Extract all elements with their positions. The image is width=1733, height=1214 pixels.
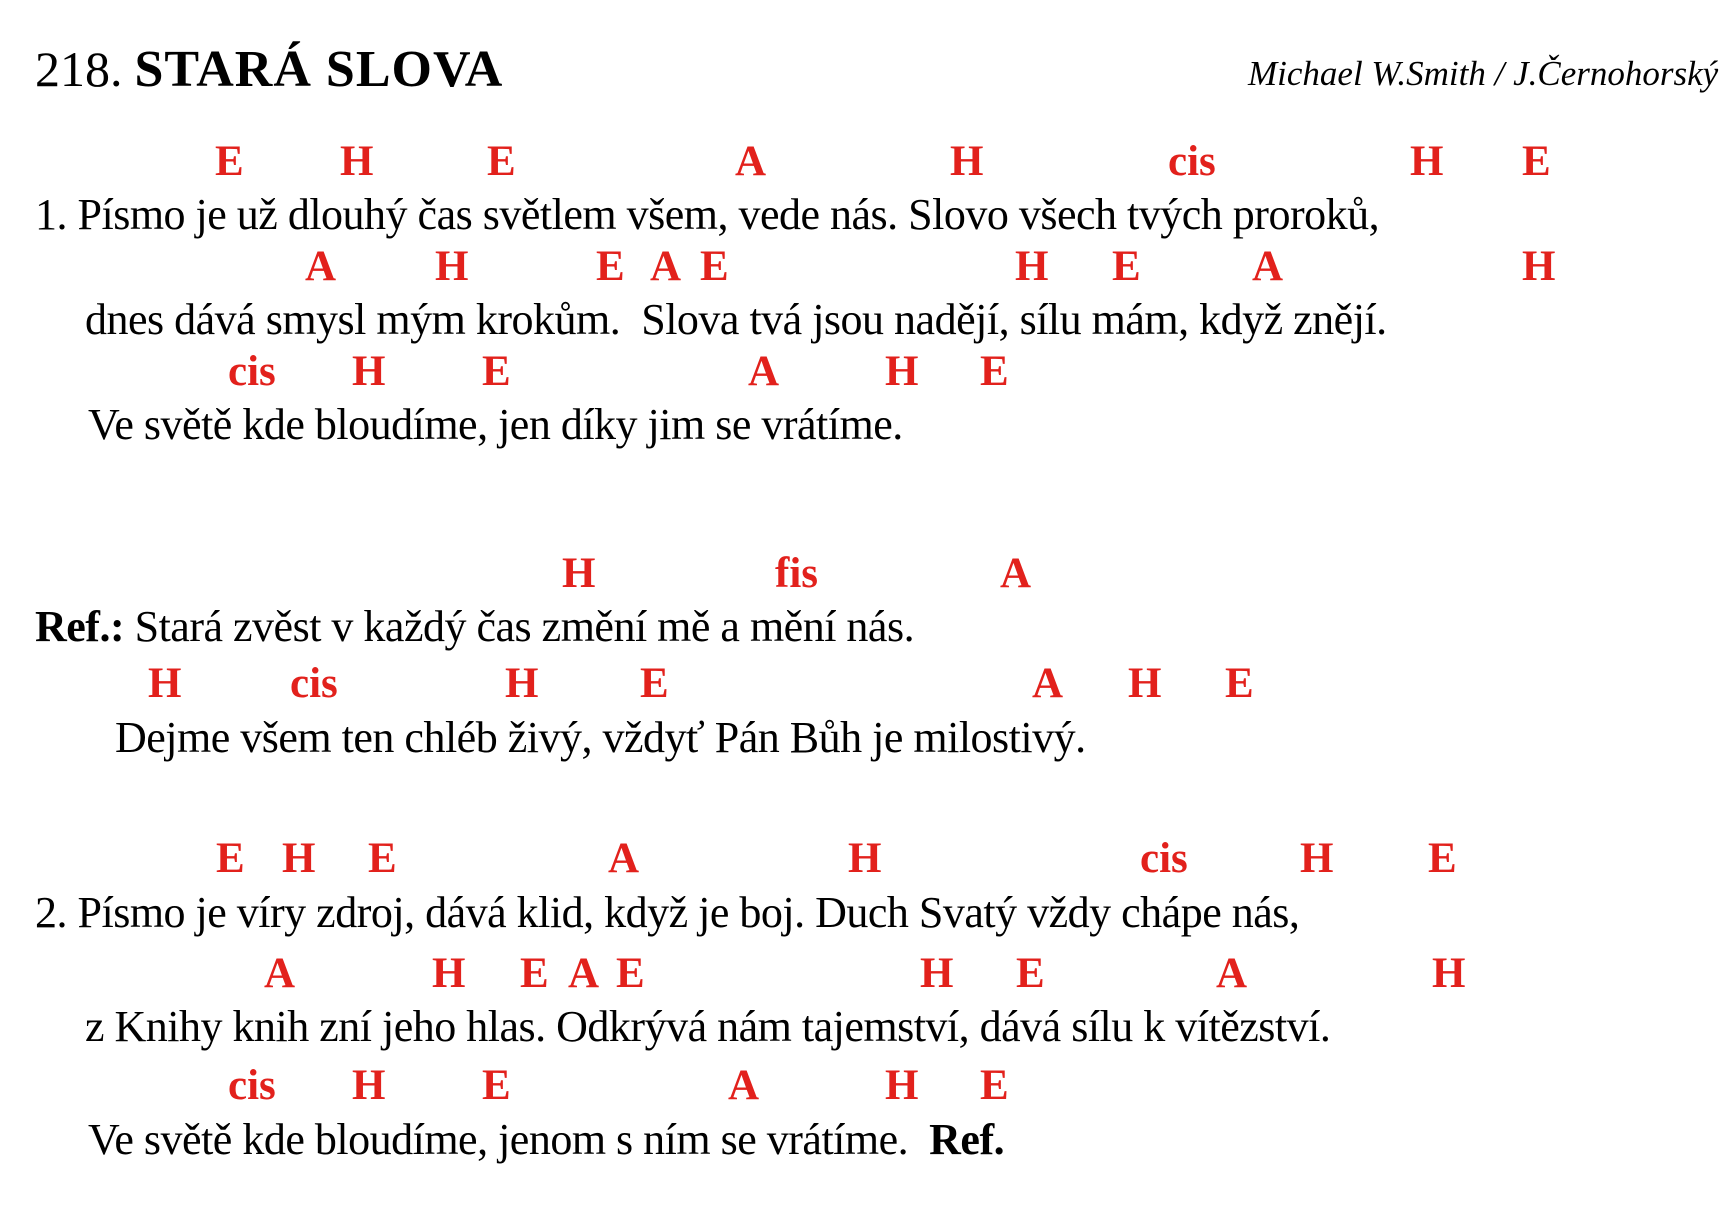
chord-symbol: A bbox=[735, 138, 767, 185]
song-title: STARÁ SLOVA bbox=[134, 41, 504, 98]
chord-symbol: H bbox=[282, 835, 316, 882]
lyric-line bbox=[88, 1115, 1004, 1166]
chord-symbol: E bbox=[1428, 835, 1457, 882]
chord-symbol: H bbox=[505, 660, 539, 707]
chord-symbol: H bbox=[1410, 138, 1444, 185]
lyric-text: Dejme všem ten chléb živý, vždyť Pán Bůh je milostivý. bbox=[115, 713, 1086, 762]
chord-symbol: A bbox=[748, 348, 780, 395]
chord-symbol: H bbox=[148, 660, 182, 707]
chord-symbol: H bbox=[1128, 660, 1162, 707]
lyric-label: Ref. bbox=[929, 1115, 1005, 1164]
chord-symbol: H bbox=[950, 138, 984, 185]
chord-symbol: E bbox=[1016, 950, 1045, 997]
chord-line bbox=[0, 348, 1733, 400]
lyric-line bbox=[115, 713, 1086, 764]
chord-symbol: H bbox=[562, 550, 596, 597]
chord-symbol: E bbox=[700, 243, 729, 290]
chord-line bbox=[0, 1062, 1733, 1114]
chord-symbol: A bbox=[608, 835, 640, 882]
chord-symbol: H bbox=[432, 950, 466, 997]
lyric-line bbox=[85, 295, 1387, 346]
chord-symbol: H bbox=[352, 348, 386, 395]
chord-symbol: E bbox=[640, 660, 669, 707]
chord-symbol: E bbox=[596, 243, 625, 290]
chord-line bbox=[0, 950, 1733, 1002]
lyric-text: Stará zvěst v každý čas změní mě a mění nás. bbox=[134, 602, 915, 651]
lyric-label: Ref.: bbox=[35, 602, 135, 651]
chord-symbol: cis bbox=[228, 348, 276, 395]
chord-symbol: E bbox=[520, 950, 549, 997]
lyric-line bbox=[35, 888, 1299, 939]
chord-line bbox=[0, 660, 1733, 712]
chord-symbol: E bbox=[482, 1062, 511, 1109]
song-number: 218. bbox=[35, 41, 123, 97]
chord-symbol: H bbox=[1015, 243, 1049, 290]
chord-symbol: A bbox=[568, 950, 600, 997]
lyric-line bbox=[35, 602, 914, 653]
lyric-text: 2. Písmo je víry zdroj, dává klid, když je boj. Duch Svatý vždy chápe nás, bbox=[35, 888, 1300, 937]
chord-line bbox=[0, 138, 1733, 190]
chord-line bbox=[0, 550, 1733, 602]
lyric-line bbox=[88, 400, 903, 451]
chord-symbol: H bbox=[352, 1062, 386, 1109]
chord-symbol: H bbox=[1432, 950, 1466, 997]
chord-symbol: E bbox=[1112, 243, 1141, 290]
chord-symbol: H bbox=[885, 348, 919, 395]
chord-symbol: H bbox=[885, 1062, 919, 1109]
chord-symbol: A bbox=[264, 950, 296, 997]
lyric-line bbox=[35, 190, 1379, 241]
chord-symbol: fis bbox=[775, 550, 818, 597]
chord-symbol: E bbox=[482, 348, 511, 395]
lyric-text: dnes dává smysl mým krokům. Slova tvá jsou nadějí, sílu mám, když znějí. bbox=[85, 295, 1387, 344]
chord-symbol: E bbox=[487, 138, 516, 185]
lyric-text: Ve světě kde bloudíme, jen díky jim se vrátíme. bbox=[88, 400, 903, 449]
chord-line bbox=[0, 243, 1733, 295]
chord-symbol: cis bbox=[290, 660, 338, 707]
lyric-text: z Knihy knih zní jeho hlas. Odkrývá nám tajemství, dává sílu k vítězství. bbox=[85, 1002, 1331, 1051]
chord-symbol: A bbox=[728, 1062, 760, 1109]
chord-symbol: cis bbox=[228, 1062, 276, 1109]
chord-symbol: E bbox=[216, 835, 245, 882]
lyric-text: Ve světě kde bloudíme, jenom s ním se vrátíme. bbox=[88, 1115, 930, 1164]
chord-symbol: A bbox=[305, 243, 337, 290]
chord-symbol: H bbox=[435, 243, 469, 290]
chord-symbol: A bbox=[1252, 243, 1284, 290]
page-header bbox=[35, 40, 503, 99]
chord-symbol: H bbox=[340, 138, 374, 185]
chord-symbol: H bbox=[1522, 243, 1556, 290]
chord-symbol: A bbox=[1032, 660, 1064, 707]
chord-symbol: A bbox=[1216, 950, 1248, 997]
chord-symbol: E bbox=[616, 950, 645, 997]
chord-symbol: cis bbox=[1140, 835, 1188, 882]
chord-symbol: E bbox=[980, 348, 1009, 395]
chord-line bbox=[0, 835, 1733, 887]
lyric-line bbox=[85, 1002, 1330, 1053]
chord-symbol: E bbox=[1522, 138, 1551, 185]
chord-symbol: A bbox=[650, 243, 682, 290]
chord-symbol: E bbox=[980, 1062, 1009, 1109]
chord-symbol: E bbox=[368, 835, 397, 882]
chord-symbol: E bbox=[1225, 660, 1254, 707]
chord-symbol: H bbox=[848, 835, 882, 882]
chord-symbol: A bbox=[1000, 550, 1032, 597]
lyric-text: 1. Písmo je už dlouhý čas světlem všem, vede nás. Slovo všech tvých proroků, bbox=[35, 190, 1380, 239]
chord-symbol: H bbox=[1300, 835, 1334, 882]
song-authors: Michael W.Smith / J.Černohorský bbox=[1248, 54, 1719, 93]
chord-symbol: E bbox=[215, 138, 244, 185]
chord-symbol: H bbox=[920, 950, 954, 997]
chord-symbol: cis bbox=[1168, 138, 1216, 185]
